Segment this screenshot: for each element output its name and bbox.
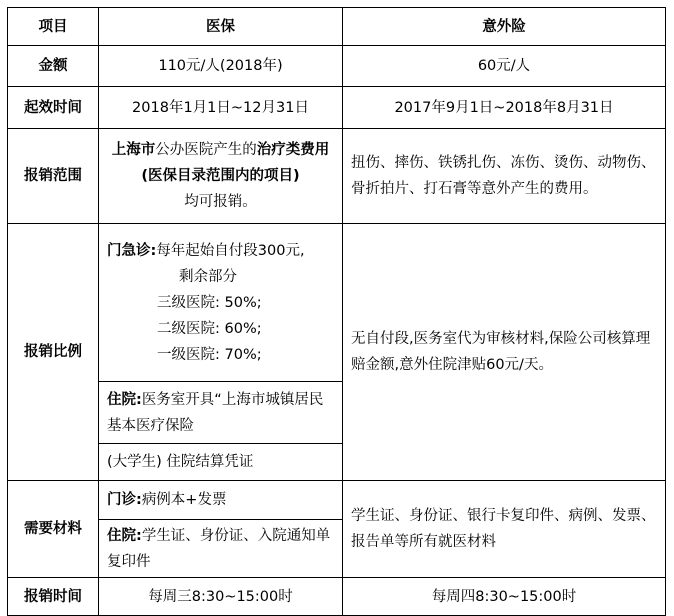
scope-medical-note: 均可报销。 — [184, 194, 257, 210]
ratio-outpatient-title: 门急诊: — [107, 242, 157, 259]
scope-medical-hospital: 公办医院产生的 — [155, 142, 257, 158]
amount-accident: 60元/人 — [343, 46, 666, 87]
amount-row — [8, 46, 666, 87]
materials-inpatient — [99, 520, 343, 578]
ratio-remainder: 剩余部分 — [179, 268, 237, 285]
ratio-accident: 无自付段,医务室代为审核材料,保险公司核算理赔金额,意外住院津贴60元/天。 — [343, 224, 666, 481]
time-label: 报销时间 — [8, 578, 99, 616]
ratio-row-1 — [8, 224, 666, 382]
materials-outpatient-text: 病例本+发票 — [141, 492, 227, 508]
scope-row — [8, 129, 666, 224]
time-accident: 每周四8:30~15:00时 — [343, 578, 666, 616]
ratio-inpatient-cert: (大学生) 住院结算凭证 — [99, 444, 343, 481]
time-medical: 每周三8:30~15:00时 — [99, 578, 343, 616]
amount-label: 金额 — [8, 46, 99, 87]
effective-accident: 2017年9月1日~2018年8月31日 — [343, 87, 666, 129]
ratio-outpatient — [99, 224, 343, 382]
materials-inpatient-text: 学生证、身份证、入院通知单复印件 — [107, 527, 331, 570]
materials-outpatient — [99, 481, 343, 520]
header-row — [8, 8, 666, 46]
materials-accident: 学生证、身份证、银行卡复印件、病例、发票、报告单等所有就医材料 — [343, 481, 666, 578]
header-accident: 意外险 — [343, 8, 666, 46]
ratio-inpatient — [99, 382, 343, 444]
time-row — [8, 578, 666, 616]
materials-inpatient-title: 住院: — [107, 527, 142, 544]
effective-label: 起效时间 — [8, 87, 99, 129]
ratio-outpatient-text: 每年起始自付段300元, — [156, 242, 305, 259]
effective-row — [8, 87, 666, 129]
scope-medical-type: 治疗类费用 (医保目录范围内的项目) — [141, 142, 330, 184]
scope-accident: 扭伤、摔伤、铁锈扎伤、冻伤、烫伤、动物伤、骨折拍片、打石膏等意外产生的费用。 — [343, 129, 666, 224]
insurance-comparison-table — [7, 7, 666, 616]
ratio-level2: 二级医院: 60%; — [157, 320, 262, 337]
header-medical: 医保 — [99, 8, 343, 46]
ratio-label: 报销比例 — [8, 224, 99, 481]
materials-row-1 — [8, 481, 666, 520]
materials-label: 需要材料 — [8, 481, 99, 578]
scope-medical — [99, 129, 343, 224]
ratio-level3: 三级医院: 50%; — [157, 294, 262, 311]
scope-label: 报销范围 — [8, 129, 99, 224]
ratio-level1: 一级医院: 70%; — [157, 346, 262, 363]
effective-medical: 2018年1月1日~12月31日 — [99, 87, 343, 129]
header-item: 项目 — [8, 8, 99, 46]
ratio-inpatient-text: 医务室开具“上海市城镇居民基本医疗保险 — [107, 391, 324, 434]
ratio-inpatient-title: 住院: — [107, 391, 142, 408]
materials-outpatient-title: 门诊: — [107, 492, 142, 508]
amount-medical: 110元/人(2018年) — [99, 46, 343, 87]
scope-medical-city: 上海市 — [111, 142, 156, 158]
